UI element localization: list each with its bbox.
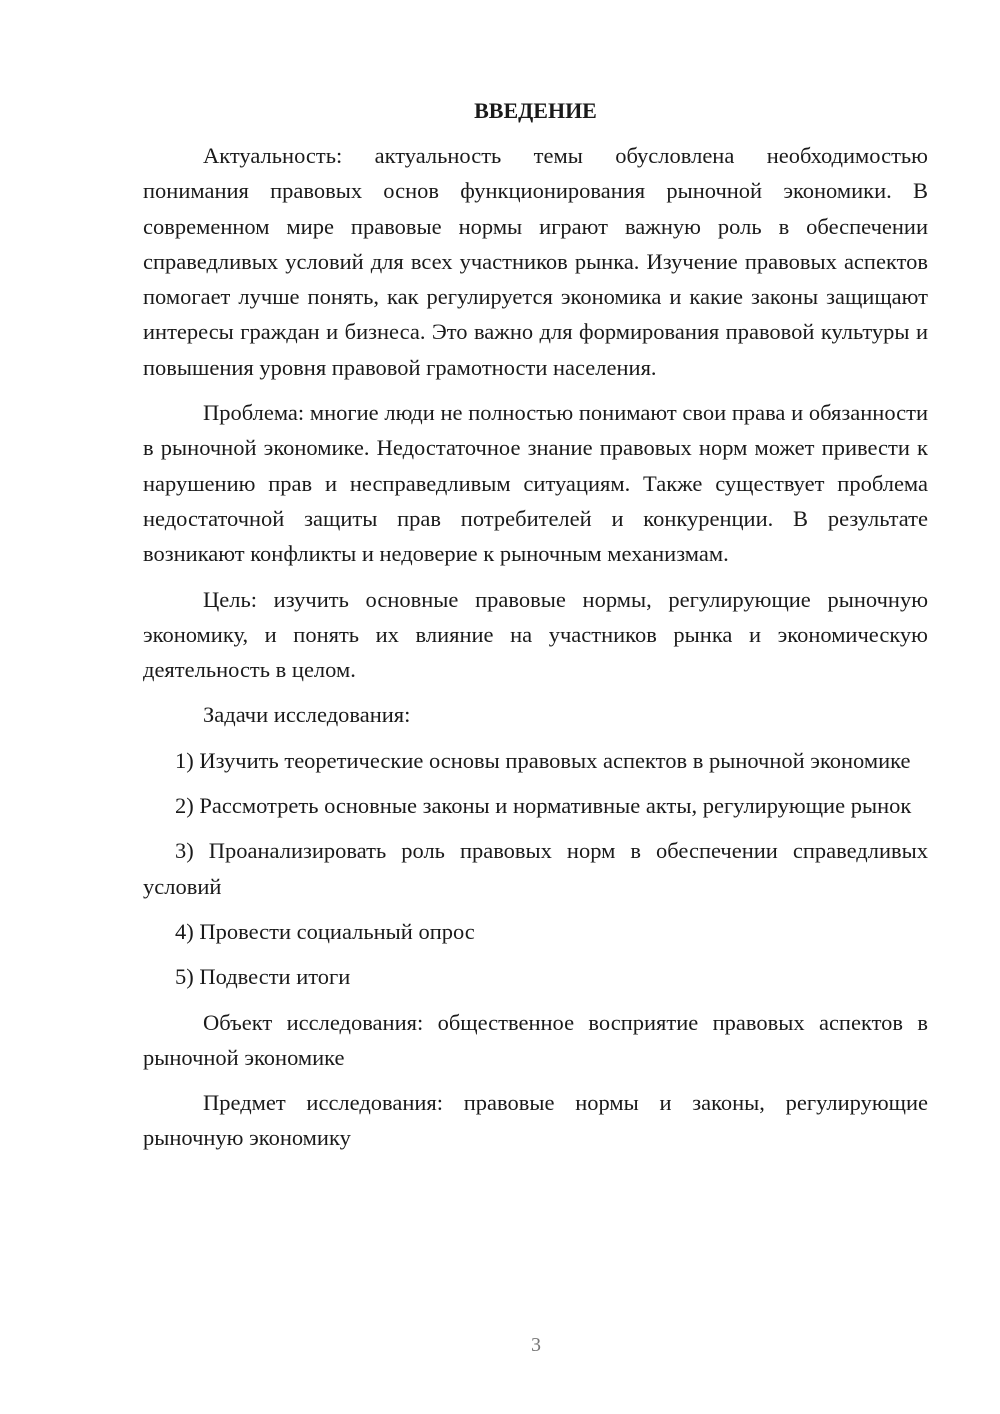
problem-paragraph: Проблема: многие люди не полностью понимают свои права и обязанности в рыночной экономике. Недостаточное знание правовых норм может привести к нарушению прав и несправедливым ситуациям. Также существует проблема недостаточной защиты прав потребителей и конкуренции. В результате возникают конфликты и недоверие к рыночным механизмам. <box>143 400 928 567</box>
task-item-2: 2) Рассмотреть основные законы и нормативные акты, регулирующие рынок <box>175 793 912 819</box>
tasks-heading: Задачи исследования: <box>203 702 411 728</box>
page-number: 3 <box>531 1334 541 1356</box>
relevance-paragraph: Актуальность: актуальность темы обусловлена необходимостью понимания правовых основ функционирования рыночной экономики. В современном мире правовые нормы играют важную роль в обеспечении справедливых условий для всех участников рынка. Изучение правовых аспектов помогает лучше понять, как регулируется экономика и какие законы защищают интересы граждан и бизнеса. Это важно для формирования правовой культуры и повышения уровня правовой грамотности населения. <box>143 143 928 380</box>
task-item-5: 5) Подвести итоги <box>175 964 351 990</box>
goal-paragraph: Цель: изучить основные правовые нормы, регулирующие рыночную экономику, и понять их влияние на участников рынка и экономическую деятельность в целом. <box>143 586 928 683</box>
object-paragraph: Объект исследования: общественное восприятие правовых аспектов в рыночной экономике <box>143 1009 928 1070</box>
subject-paragraph: Предмет исследования: правовые нормы и законы, регулирующие рыночную экономику <box>143 1090 928 1151</box>
task-item-3: 3) Проанализировать роль правовых норм в обеспечении справедливых условий <box>143 838 928 899</box>
task-item-1: 1) Изучить теоретические основы правовых аспектов в рыночной экономике <box>175 747 911 773</box>
document-page <box>143 93 928 1166</box>
task-item-4: 4) Провести социальный опрос <box>175 918 475 944</box>
section-heading: ВВЕДЕНИЕ <box>474 98 597 123</box>
